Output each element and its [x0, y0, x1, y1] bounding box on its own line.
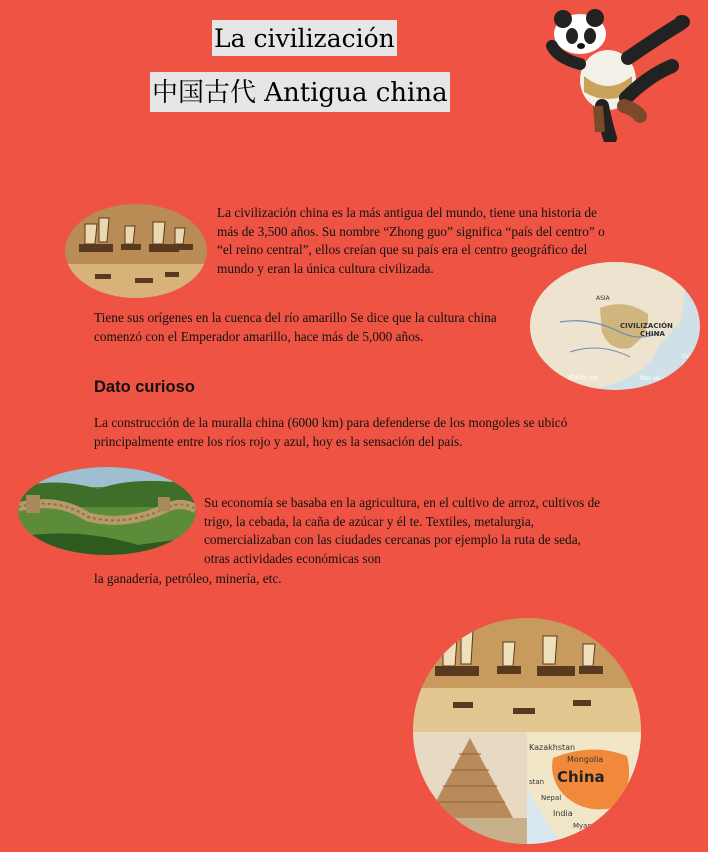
map-label-ocean: Océa [682, 353, 698, 360]
map-label-sea: Mar de la China [640, 375, 688, 382]
map-label-gulf: Golfo de [568, 374, 598, 382]
collage-image [413, 618, 641, 844]
map-label-civilization: CIVILIZACIÓN [620, 322, 673, 330]
map-label-china: CHINA [640, 330, 665, 338]
collage-label-kazakhstan: Kazakhstan [529, 743, 576, 752]
fact-paragraph: La construcción de la muralla china (6000 km) para defenderse de los mongoles se ubicó principalmente entre los ríos rojo y azul, hoy es la sensación del país. [94, 415, 568, 449]
map-label-asia: ASIA [596, 295, 610, 302]
great-wall-image [18, 467, 196, 555]
ships-image [65, 204, 207, 298]
collage-label-mongolia: Mongolia [567, 755, 604, 764]
page-subtitle: 中国古代 Antigua china [150, 72, 450, 112]
fact-heading: Dato curioso [94, 378, 195, 396]
intro-paragraph: La civilización china es la más antigua del mundo, tiene una historia de más de 3,500 años. Su nombre “Zhong guo” significa “país del centro” o “el reino central”, ellos creían que su país era el centro geográfico del mundo y eran la única cultura civilizada. [217, 205, 605, 276]
page-title: La civilización [212, 20, 397, 56]
china-map-image [530, 262, 700, 390]
economy-paragraph: Su economía se basaba en la agricultura, en el cultivo de arroz, cultivos de trigo, la cebada, la caña de azúcar y él te. Textiles, metalurgia, comercializaban con las ciudades cercanas por ejemplo la ruta de seda, otras actividades económicas son [204, 495, 601, 566]
panda-illustration [540, 6, 692, 142]
collage-label-china: China [557, 768, 605, 786]
origin-paragraph: Tiene sus orígenes en la cuenca del río amarillo Se dice que la cultura china comenzó con el Emperador amarillo, hace más de 5,000 años. [94, 310, 497, 344]
collage-label-stan: stan [529, 778, 545, 786]
economy-paragraph-end: la ganadería, petróleo, minería, etc. [94, 571, 282, 586]
collage-label-india: India [553, 809, 573, 818]
collage-label-myanmar: Myan [573, 822, 592, 830]
collage-label-nepal: Nepal [541, 794, 562, 802]
map-label-pacific: Pacíf [682, 361, 697, 368]
